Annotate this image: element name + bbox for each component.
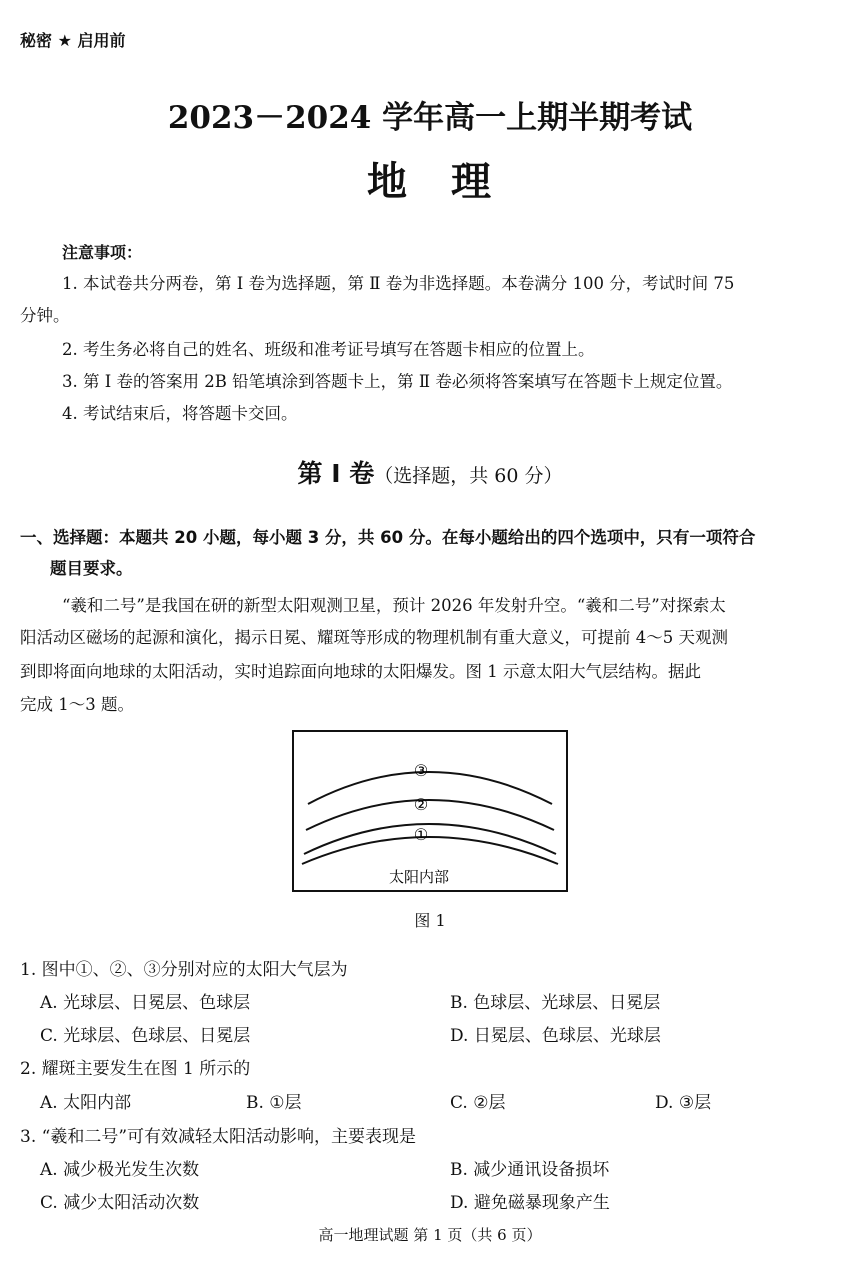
question-2-option-b: B. ①层: [246, 1093, 302, 1113]
question-3-option-a: A. 减少极光发生次数: [40, 1160, 200, 1180]
confidential-mark: 秘密 ★ 启用前: [20, 31, 126, 50]
figure-caption: 图 1: [414, 911, 446, 930]
passage-line-4: 完成 1～3 题。: [20, 695, 134, 714]
notice-item-1: 1. 本试卷共分两卷，第 Ⅰ 卷为选择题，第 Ⅱ 卷为非选择题。本卷满分 100 分，考试时间 75: [62, 274, 735, 293]
layer-label-3: ③: [413, 761, 429, 780]
question-1-option-b: B. 色球层、光球层、日冕层: [450, 993, 661, 1013]
section-title-subtitle: （选择题，共 60 分）: [374, 465, 563, 487]
passage-line-2: 阳活动区磁场的起源和演化，揭示日冕、耀斑等形成的物理机制有重大意义，可提前 4～5 天观测: [20, 628, 728, 647]
page-footer: 高一地理试题 第 1 页（共 6 页）: [318, 1226, 542, 1244]
layer-label-1: ①: [413, 825, 429, 844]
part-one-heading: [20, 522, 850, 584]
question-2-option-d: D. ③层: [655, 1093, 712, 1113]
question-2-stem: 2. 耀斑主要发生在图 1 所示的: [20, 1059, 251, 1079]
sun-layers-diagram: [294, 732, 566, 890]
question-1-stem: 1. 图中①、②、③分别对应的太阳大气层为: [20, 960, 348, 980]
notice-item-2: 2. 考生务必将自己的姓名、班级和准考证号填写在答题卡相应的位置上。: [62, 340, 595, 359]
sun-interior-label: 太阳内部: [388, 868, 450, 886]
figure-1-sun-atmosphere-diagram: [292, 730, 568, 892]
exam-title: 2023－2024 学年高一上期半期考试: [167, 100, 693, 136]
passage-line-1: “羲和二号”是我国在研的新型太阳观测卫星，预计 2026 年发射升空。“羲和二号”对探索太: [62, 596, 726, 615]
question-3-option-c: C. 减少太阳活动次数: [40, 1193, 200, 1213]
question-1-option-c: C. 光球层、色球层、日冕层: [40, 1026, 251, 1046]
question-1-option-a: A. 光球层、日冕层、色球层: [40, 993, 251, 1013]
question-3-stem: 3. “羲和二号”可有效减轻太阳活动影响，主要表现是: [20, 1127, 417, 1147]
layer-curve-innermost: [302, 837, 558, 864]
subject-title: 地 理: [367, 159, 493, 205]
question-2-option-a: A. 太阳内部: [40, 1093, 132, 1113]
question-3-option-d: D. 避免磁暴现象产生: [450, 1193, 610, 1213]
section-title: [0, 454, 860, 490]
question-3-option-b: B. 减少通讯设备损坏: [450, 1160, 610, 1180]
question-1-option-d: D. 日冕层、色球层、光球层: [450, 1026, 661, 1046]
notices-heading: 注意事项：: [62, 243, 143, 262]
part-one-heading-line-1: 一、选择题：本题共 20 小题，每小题 3 分，共 60 分。在每小题给出的四个选项中，只有一项符合: [20, 528, 756, 547]
notice-item-3: 3. 第 Ⅰ 卷的答案用 2B 铅笔填涂到答题卡上，第 Ⅱ 卷必须将答案填写在答题卡上规定位置。: [62, 372, 733, 391]
layer-label-2: ②: [413, 795, 429, 814]
section-title-main: 第 Ⅰ 卷: [297, 459, 375, 488]
passage-line-3: 到即将面向地球的太阳活动，实时追踪面向地球的太阳爆发。图 1 示意太阳大气层结构。据此: [20, 662, 701, 681]
part-one-heading-line-2: 题目要求。: [50, 559, 133, 578]
question-2-option-c: C. ②层: [450, 1093, 506, 1113]
notice-item-1-continued: 分钟。: [20, 306, 70, 325]
notice-item-4: 4. 考试结束后，将答题卡交回。: [62, 404, 298, 423]
layer-curve-middle: [306, 800, 554, 830]
